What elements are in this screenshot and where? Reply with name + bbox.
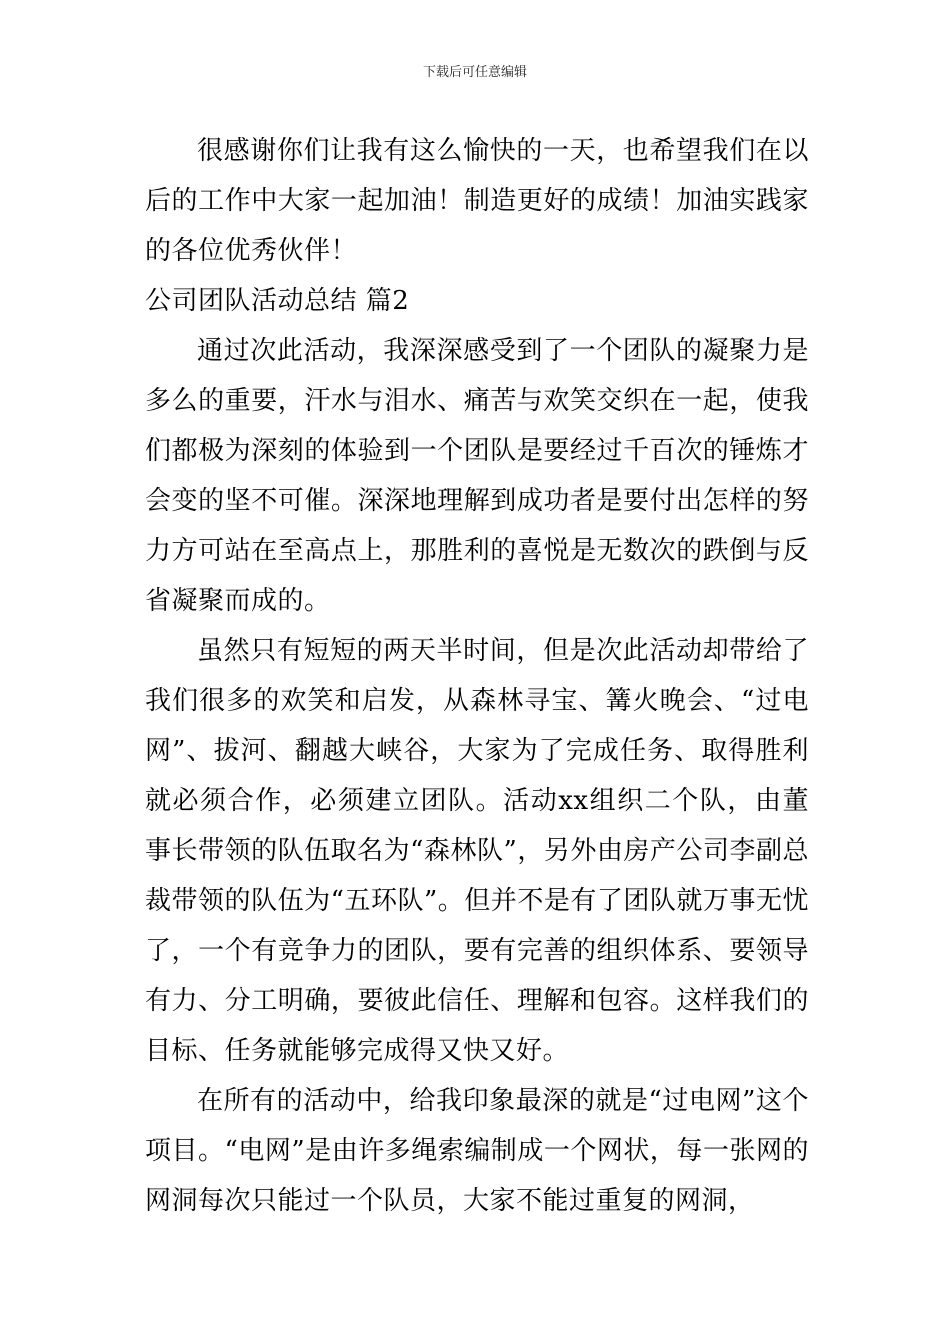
section-title: 公司团队活动总结 篇2 — [145, 286, 410, 316]
page-header-note: 下载后可任意编辑 — [422, 65, 527, 80]
paragraph-2: 通过次此活动，我深深感受到了一个团队的凝聚力是多么的重要，汗水与泪水、痛苦与欢笑交织在一起，使我们都极为深刻的体验到一个团队是要经过千百次的锤炼才会变的坚不可催。深深地理解到成功者是要付出怎样的努力方可站在至高点上，那胜利的喜悦是无数次的跌倒与反省凝聚而成的。 — [145, 336, 809, 616]
paragraph-4: 在所有的活动中，给我印象最深的就是“过电网”这个项目。“电网”是由许多绳索编制成一个网状，每一张网的网洞每次只能过一个队员，大家不能过重复的网洞， — [145, 1086, 809, 1216]
document-body — [145, 126, 809, 1226]
paragraph-3: 虽然只有短短的两天半时间，但是次此活动却带给了我们很多的欢笑和启发，从森林寻宝、篝火晚会、“过电网”、拔河、翻越大峡谷，大家为了完成任务、取得胜利就必须合作，必须建立团队。活动xx组织二个队，由董事长带领的队伍取名为“森林队”，另外由房产公司李副总裁带领的队伍为“五环队”。但并不是有了团队就万事无忧了，一个有竞争力的团队，要有完善的组织体系、要领导有力、分工明确，要彼此信任、理解和包容。这样我们的目标、任务就能够完成得又快又好。 — [145, 636, 809, 1066]
paragraph-1: 很感谢你们让我有这么愉快的一天，也希望我们在以后的工作中大家一起加油！制造更好的成绩！加油实践家的各位优秀伙伴！ — [145, 136, 809, 266]
